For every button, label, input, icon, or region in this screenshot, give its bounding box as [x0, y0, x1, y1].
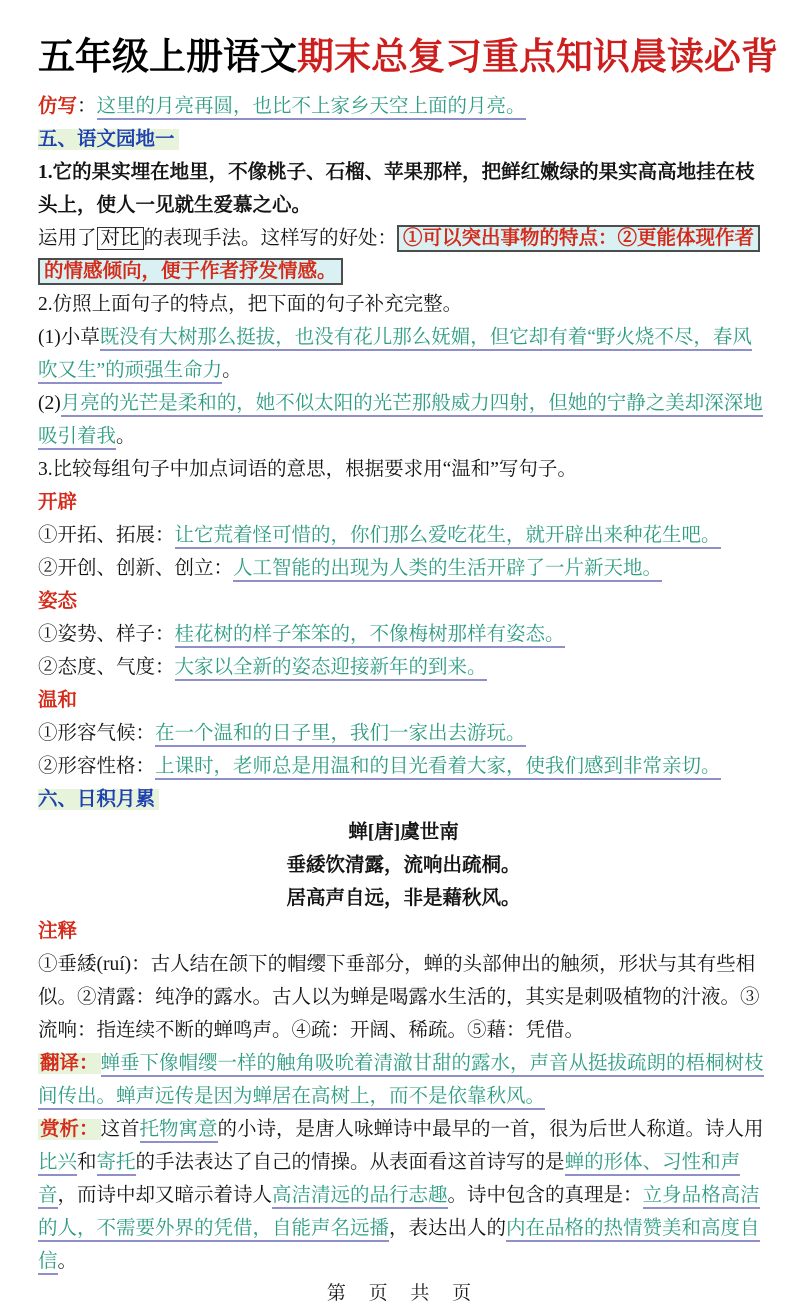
text-run: 这首: [100, 1119, 140, 1141]
poem-line-2: [38, 882, 769, 915]
text-run: 托物寓意: [140, 1119, 218, 1143]
fanyi-line: [38, 1047, 769, 1113]
text-run: ，而诗中却又暗示着诗人: [57, 1185, 273, 1207]
text-run: 的小诗，是唐人咏蝉诗中最早的一首，很为后世人称道。诗人用: [217, 1119, 764, 1141]
question-1: [38, 156, 769, 222]
text-run: 内在品格的热情赞美和高度自信: [38, 1218, 760, 1275]
text-run: 寄托: [97, 1152, 136, 1176]
text-run: ①垂緌(ruí)：古人结在颌下的帽缨下垂部分，蝉的头部伸出的触须，形状与其有些相似。②清露：纯净的露水。古人以为蝉是喝露水生活的，其实是刺吸植物的汁液。③流响：指连续不断的蝉鸣声。④疏：开阔、稀疏。⑤藉：凭借。: [38, 954, 760, 1042]
text-run: ②态度、气度：: [38, 657, 175, 679]
label-fanyi: 翻译：: [40, 1053, 99, 1075]
shangxi-line: [38, 1113, 769, 1278]
word-header-wenhe: [38, 684, 769, 717]
text-run: 。: [116, 426, 136, 448]
highlighted-answer: ①可以突出事物的特点：②更能体现作者的情感倾向，便于作者抒发情感。: [38, 225, 760, 285]
word-header-zitai: [38, 585, 769, 618]
kaipi-sense-2: [38, 552, 769, 585]
wenhe-sense-2: [38, 750, 769, 783]
zhushi-header: [38, 915, 769, 948]
boxed-term: 对比: [97, 227, 144, 250]
section-title: 五、语文园地一: [38, 129, 179, 150]
text-run: 和: [77, 1152, 97, 1174]
kaipi-sense-1: [38, 519, 769, 552]
zitai-sense-1: [38, 618, 769, 651]
text-run: ①开拓、拓展：: [38, 525, 175, 547]
word-label: 开辟: [38, 492, 78, 514]
text-run: 3.比较每组句子中加点词语的意思，根据要求用“温和”写句子。: [38, 459, 577, 481]
question-3: [38, 453, 769, 486]
text-run: 蝉的形体、习性和声音: [38, 1152, 740, 1209]
page-title: [38, 34, 778, 80]
text-run: 。诗中包含的真理是：: [447, 1185, 643, 1207]
text-run: 的手法表达了自己的情操。从表面看这首诗写的是: [135, 1152, 565, 1174]
text-run: 这里的月亮再圆，也比不上家乡天空上面的月亮。: [97, 96, 526, 120]
question-2: [38, 288, 769, 321]
section-header-5: [38, 123, 769, 156]
text-run: 大家以全新的姿态迎接新年的到来。: [175, 657, 487, 681]
text-run: 桂花树的样子笨笨的，不像梅树那样有姿态。: [175, 624, 565, 648]
text-run: 的表现手法。这样写的好处：: [143, 228, 398, 250]
text-run: 高洁清远的品行志趣: [272, 1185, 448, 1209]
label-fangxie: 仿写: [38, 96, 78, 118]
text-run: 既没有大树那么挺拔，也没有花儿那么妩媚，但它却有着“野火烧不尽，春风吹又生”的顽强生命力: [38, 327, 752, 384]
text-run: 人工智能的出现为人类的生活开辟了一片新天地。: [233, 558, 662, 582]
text-run: 1.它的果实埋在地里，不像桃子、石榴、苹果那样，把鲜红嫩绿的果实高高地挂在枝头上，使人一见就生爱慕之心。: [38, 162, 755, 217]
text-run: ①姿势、样子：: [38, 624, 175, 646]
text-run: 运用了: [38, 228, 97, 250]
answer-2-1: [38, 321, 769, 387]
text-run: 月亮的光芒是柔和的，她不似太阳的光芒那般威力四射，但她的宁静之美却深深地吸引着我: [38, 393, 763, 450]
text-run: 上课时，老师总是用温和的目光看着大家，使我们感到非常亲切。: [155, 756, 721, 780]
text-run: (1)小草: [38, 327, 100, 349]
text-run: 在一个温和的日子里，我们一家出去游玩。: [155, 723, 526, 747]
zitai-sense-2: [38, 651, 769, 684]
label-zhushi: 注释: [38, 921, 78, 943]
text-run: 垂緌饮清露，流响出疏桐。: [286, 855, 521, 877]
text-run: 。: [222, 360, 242, 382]
page-title-black: 五年级上册语文: [38, 36, 297, 77]
content-area: [38, 90, 769, 1278]
page-footer: 第 页 共 页: [326, 1283, 481, 1305]
text-run: ②开创、创新、创立：: [38, 558, 234, 580]
section-header-6: [38, 783, 769, 816]
text-run: 立身品格高洁的人，不需要外界的凭借，自能声名远播: [38, 1185, 760, 1242]
text-run: ，表达出人的: [389, 1218, 507, 1240]
word-header-kaipi: [38, 486, 769, 519]
fangxie-line: [38, 90, 769, 123]
section-title: 六、日积月累: [38, 789, 159, 810]
text-run: 比兴: [38, 1152, 77, 1176]
wenhe-sense-1: [38, 717, 769, 750]
text-run: 居高声自远，非是藉秋风。: [286, 888, 521, 910]
text-run: 蝉垂下像帽缨一样的触角吸吮着清澈甘甜的露水，声音从挺拔疏朗的梧桐树枝间传出。蝉声远传是因为蝉居在高树上，而不是依靠秋风。: [38, 1053, 764, 1110]
word-label: 温和: [38, 690, 78, 712]
text-run: ②形容性格：: [38, 756, 156, 778]
text-run: 蝉[唐]虞世南: [348, 822, 459, 844]
answer-1: [38, 222, 769, 288]
poem-title: [38, 816, 769, 849]
word-label: 姿态: [38, 591, 78, 613]
text-run: 。: [57, 1251, 78, 1273]
text-run: ①形容气候：: [38, 723, 156, 745]
text-run: 让它荒着怪可惜的，你们那么爱吃花生，就开辟出来种花生吧。: [175, 525, 721, 549]
text-run: ：: [77, 96, 97, 118]
page-title-red: 期末总复习重点知识晨读必背: [297, 36, 778, 77]
text-run: 2.仿照上面句子的特点，把下面的句子补充完整。: [38, 294, 463, 316]
text-run: (2): [38, 393, 61, 415]
poem-line-1: [38, 849, 769, 882]
zhushi-body: [38, 948, 769, 1047]
answer-2-2: [38, 387, 769, 453]
label-shangxi: 赏析：: [40, 1119, 99, 1141]
